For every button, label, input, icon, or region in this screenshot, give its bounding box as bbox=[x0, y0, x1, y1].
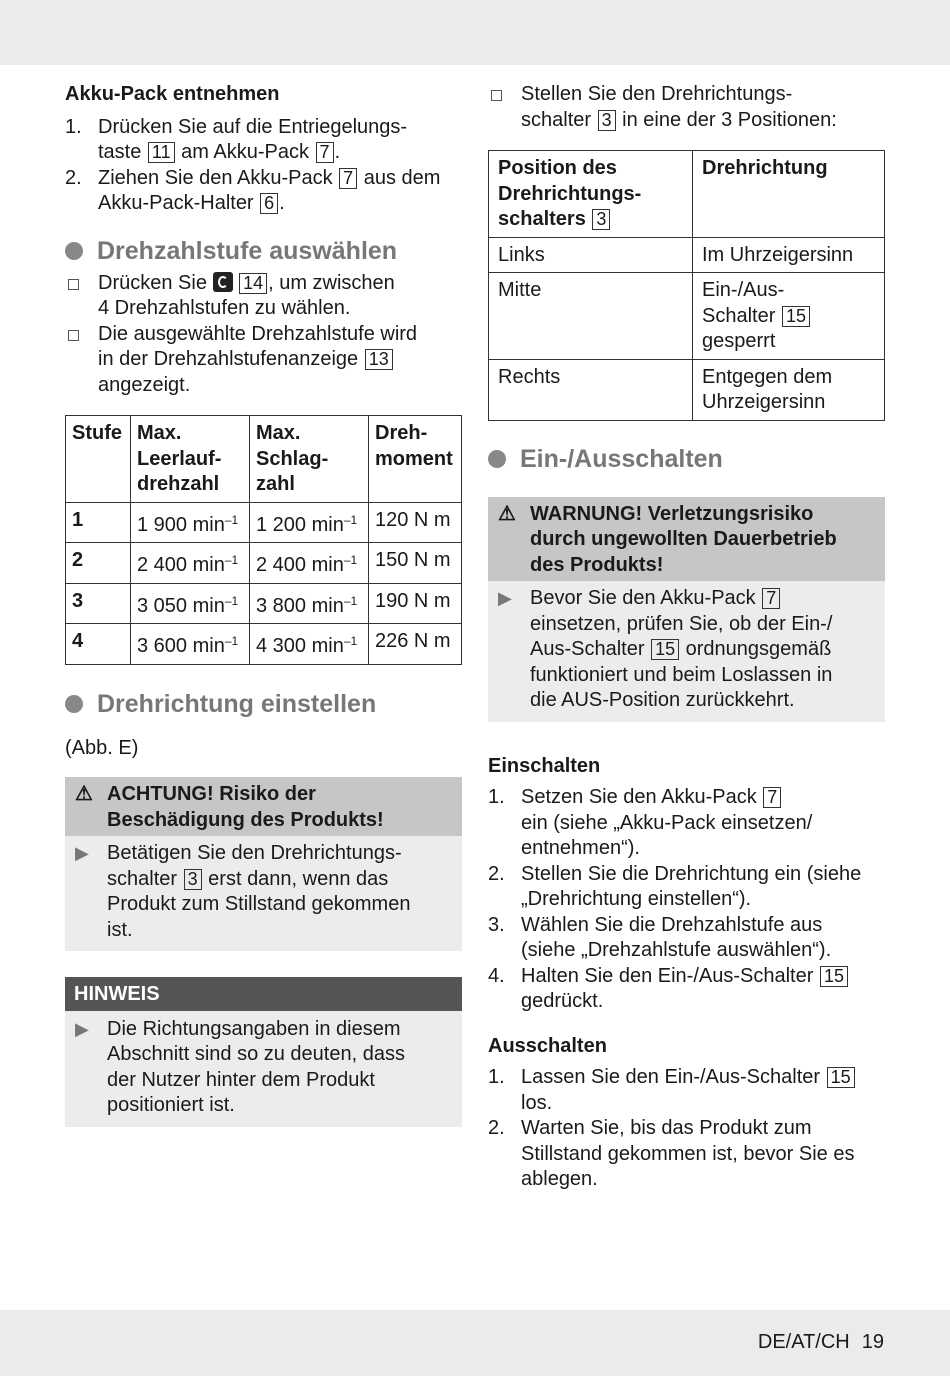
ref-number: 15 bbox=[651, 639, 679, 660]
list-item: 3. Wählen Sie die Drehzahlstufe aus (siehe „Drehzahlstufe auswählen“). bbox=[488, 913, 832, 961]
drehzahl-bullets bbox=[65, 271, 462, 399]
table-row: Links Im Uhrzeigersinn bbox=[489, 237, 885, 273]
table-header-row bbox=[489, 151, 885, 238]
einschalten-steps bbox=[488, 785, 885, 1015]
section-heading: Drehzahlstufe auswählen bbox=[65, 236, 462, 266]
list-item: 1. Setzen Sie den Akku-Pack 7 ein (siehe „Akku-Pack einsetzen/ entnehmen“). bbox=[488, 786, 813, 859]
arrow-right-icon: ▶ bbox=[75, 843, 89, 863]
speed-button-icon bbox=[213, 272, 233, 292]
ref-number: 3 bbox=[592, 209, 610, 230]
ref-number: 11 bbox=[148, 142, 175, 163]
list-item: 2. Warten Sie, bis das Produkt zum Stillstand gekommen ist, bevor Sie es ablegen. bbox=[488, 1117, 855, 1190]
table-header-row bbox=[66, 416, 462, 503]
einschalten-heading: Einschalten bbox=[488, 754, 601, 777]
akku-heading: Akku-Pack entnehmen bbox=[65, 83, 280, 105]
note-box: HINWEIS ▶ Die Richtungsangaben in diesem Abschnitt sind so zu deuten, dass der Nutzer hinter dem Produkt positioniert ist. bbox=[65, 977, 462, 1127]
table-row: 4 3 600 $\min^{-1}$ 4 300 $\min^{-1}$ 226 N m bbox=[66, 624, 462, 665]
ref-number: 15 bbox=[782, 306, 810, 327]
section-heading: Drehrichtung einstellen bbox=[65, 689, 462, 719]
table-header: Stufe bbox=[66, 416, 131, 503]
ausschalten-heading: Ausschalten bbox=[488, 1034, 607, 1057]
list-item: 1. Lassen Sie den Ein-/Aus-Schalter 15 los. bbox=[488, 1065, 885, 1116]
ref-number: 15 bbox=[820, 966, 848, 987]
region-label: DE/AT/CH bbox=[757, 1331, 850, 1353]
section-heading: Ein-/Ausschalten bbox=[488, 444, 885, 474]
ausschalten-steps bbox=[488, 1065, 885, 1193]
table-row: Rechts Entgegen dem Uhrzeigersinn bbox=[489, 359, 885, 420]
ref-number: 7 bbox=[316, 142, 334, 163]
arrow-right-icon: ▶ bbox=[498, 588, 512, 608]
table-header: Position des Drehrichtungs- schalters 3 bbox=[489, 151, 693, 238]
footer bbox=[758, 1331, 884, 1354]
bullet-dot-icon bbox=[65, 695, 83, 713]
ref-number: 14 bbox=[239, 273, 267, 294]
bullet-dot-icon bbox=[488, 450, 506, 468]
table-header: Drehrichtung bbox=[693, 151, 885, 238]
ref-number: 3 bbox=[598, 110, 616, 131]
bullet-dot-icon bbox=[65, 242, 83, 260]
ref-number: 3 bbox=[184, 869, 202, 890]
table-row: 2 2 400 $\min^{-1}$ 2 400 $\min^{-1}$ 150 N m bbox=[66, 543, 462, 584]
arrow-right-icon: ▶ bbox=[75, 1018, 89, 1039]
checkbox-square-icon bbox=[65, 271, 98, 322]
list-item: 2. Ziehen Sie den Akku-Pack 7 aus dem Akku-Pack-Halter 6 . bbox=[65, 166, 441, 214]
right-column bbox=[488, 82, 885, 1193]
list-item: Stellen Sie den Drehrichtungs- schalter 3 in eine der 3 Positionen: bbox=[488, 82, 885, 133]
ref-number: 13 bbox=[365, 349, 393, 370]
left-column bbox=[65, 82, 462, 1127]
warning-triangle-icon: ⚠ bbox=[498, 502, 516, 525]
list-item: 2. Stellen Sie die Drehrichtung ein (siehe „Drehrichtung einstellen“). bbox=[488, 862, 862, 910]
table-header: Max. Schlag- zahl bbox=[250, 416, 369, 503]
table-header: Dreh- moment bbox=[369, 416, 462, 503]
list-item: 1. Drücken Sie auf die Entriegelungs- taste 11 am Akku-Pack 7 . bbox=[65, 115, 408, 163]
ref-number: 6 bbox=[260, 193, 278, 214]
table-row: 1 1 900 $\min^{-1}$ 1 200 $\min^{-1}$ 120 N m bbox=[66, 502, 462, 543]
checkbox-square-icon bbox=[488, 82, 521, 133]
ref-number: 15 bbox=[827, 1067, 855, 1088]
table-row: 3 3 050 $\min^{-1}$ 3 800 $\min^{-1}$ 190 N m bbox=[66, 583, 462, 624]
list-item: 4. Halten Sie den Ein-/Aus-Schalter 15 gedrückt. bbox=[488, 964, 885, 1015]
figure-reference: (Abb. E) bbox=[65, 736, 139, 759]
warning-box: ⚠ WARNUNG! Verletzungsrisiko durch ungewollten Dauerbetrieb des Produkts! ▶ Bevor Sie den Akku-Pack 7 einsetzen, prüfen Sie, ob der Ein-/ Aus-Schalter 15 ordnungsgemäß funktioniert und beim Loslassen in die AUS-Position zurückkehrt. bbox=[488, 497, 885, 722]
akku-steps bbox=[65, 115, 462, 217]
table-row: Mitte Ein-/Aus- Schalter 15 gesperrt bbox=[489, 273, 885, 360]
caution-box: ⚠ ACHTUNG! Risiko der Beschädigung des Produkts! ▶ Betätigen Sie den Drehrichtungs- schalter 3 erst dann, wenn das Produkt zum Stillstand gekommen ist. bbox=[65, 777, 462, 951]
checkbox-square-icon bbox=[65, 322, 98, 399]
speed-table bbox=[65, 415, 462, 665]
ref-number: 7 bbox=[763, 787, 781, 808]
direction-table bbox=[488, 150, 885, 421]
table-header: Max. Leerlauf- drehzahl bbox=[131, 416, 250, 503]
list-item: Die ausgewählte Drehzahlstufe wird in der Drehzahlstufenanzeige 13 angezeigt. bbox=[65, 322, 462, 399]
ref-number: 7 bbox=[339, 168, 357, 189]
list-item: Drücken Sie 14 , um zwischen 4 Drehzahlstufen zu wählen. bbox=[65, 271, 462, 322]
warning-triangle-icon: ⚠ bbox=[75, 783, 93, 805]
top-band bbox=[0, 0, 950, 65]
page-number: 19 bbox=[861, 1331, 884, 1353]
ref-number: 7 bbox=[762, 588, 780, 609]
